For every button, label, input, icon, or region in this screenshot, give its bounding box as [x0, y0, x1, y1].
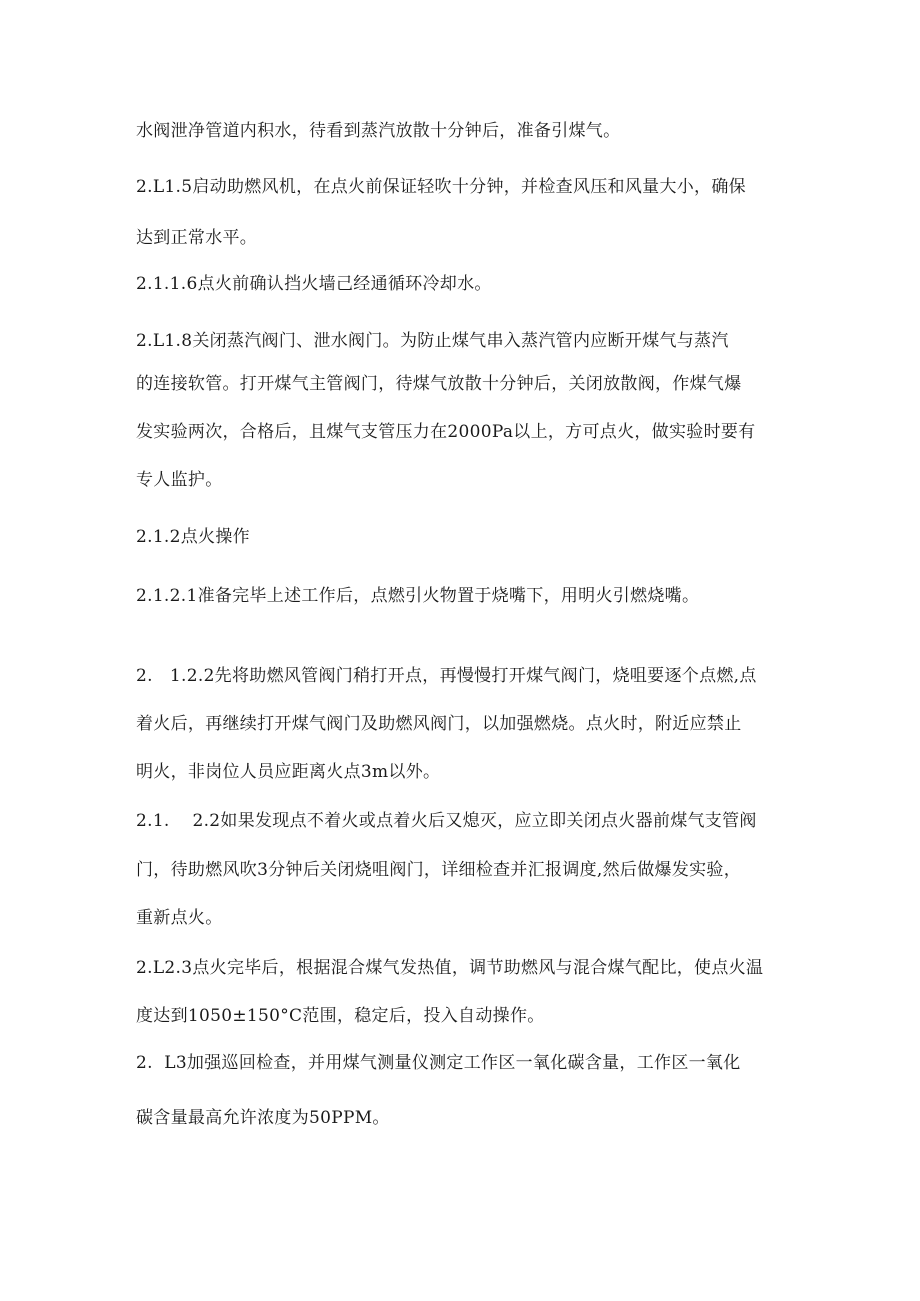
text-line: 2. 1.2.2先将助燃风管阀门稍打开点，再慢慢打开煤气阀门，烧咀要逐个点燃,点 [136, 666, 757, 686]
text-line: 门，待助燃风吹3分钟后关闭烧咀阀门，详细检查并汇报调度,然后做爆发实验， [136, 860, 742, 880]
section-heading: 2.1.2点火操作 [136, 527, 250, 547]
text-line: 2.L2.3点火完毕后，根据混合煤气发热值，调节助燃风与混合煤气配比，使点火温 [136, 958, 764, 978]
text-line: 达到正常水平。 [136, 228, 258, 248]
text-line: 发实验两次，合格后，且煤气支管压力在2000Pa以上，方可点火，做实验时要有 [136, 422, 756, 442]
text-line: 专人监护。 [136, 470, 223, 490]
text-line: 2. L3加强巡回检查，并用煤气测量仪测定工作区一氧化碳含量，工作区一氧化 [136, 1053, 741, 1073]
text-line: 2.1.2.1准备完毕上述工作后，点燃引火物置于烧嘴下，用明火引燃烧嘴。 [136, 586, 700, 606]
text-line: 碳含量最高允许浓度为50PPM。 [136, 1108, 390, 1128]
text-line: 着火后，再继续打开煤气阀门及助燃风阀门，以加强燃烧。点火时，附近应禁止 [136, 714, 742, 734]
text-line: 度达到1050±150°C范围，稳定后，投入自动操作。 [136, 1006, 545, 1026]
text-line: 2.1.1.6点火前确认挡火墙己经通循环冷却水。 [136, 274, 492, 294]
text-line: 2.L1.8关闭蒸汽阀门、泄水阀门。为防止煤气串入蒸汽管内应断开煤气与蒸汽 [136, 331, 729, 351]
text-line: 2.L1.5启动助燃风机，在点火前保证轻吹十分钟，并检查风压和风量大小，确保 [136, 177, 746, 197]
text-line: 2.1. 2.2如果发现点不着火或点着火后又熄灭，应立即关闭点火器前煤气支管阀 [136, 811, 757, 831]
text-line: 明火，非岗位人员应距离火点3m以外。 [136, 762, 441, 782]
text-line: 的连接软管。打开煤气主管阀门，待煤气放散十分钟后，关闭放散阀，作煤气爆 [136, 374, 742, 394]
text-line: 重新点火。 [136, 908, 223, 928]
text-line: 水阀泄净管道内积水，待看到蒸汽放散十分钟后，准备引煤气。 [136, 121, 621, 141]
